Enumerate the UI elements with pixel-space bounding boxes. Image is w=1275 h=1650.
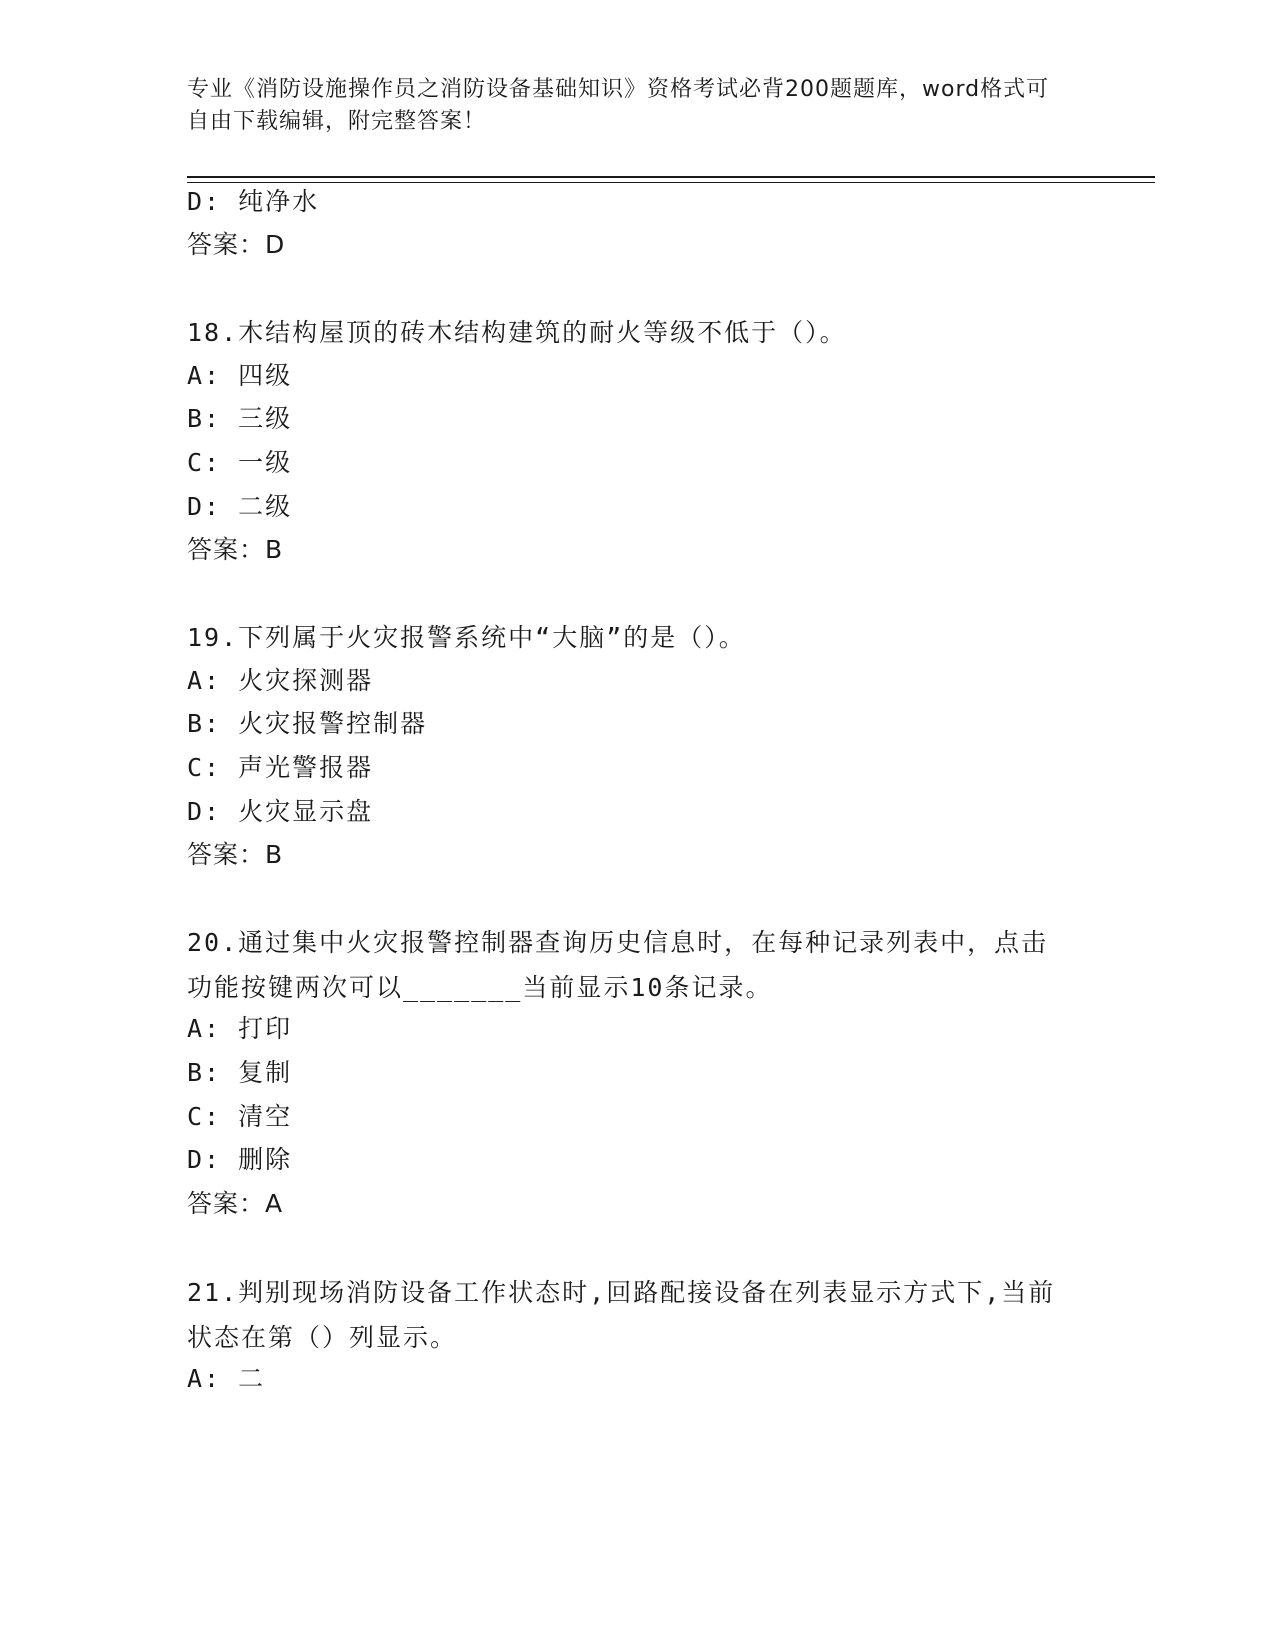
option-a: A: 打印 — [187, 1014, 293, 1043]
option-a: A: 二 — [187, 1364, 266, 1393]
answer: 答案：B — [187, 535, 284, 564]
option-d: D: 纯净水 — [187, 187, 320, 216]
option-b: B: 火灾报警控制器 — [187, 709, 428, 738]
option-c: C: 清空 — [187, 1102, 293, 1131]
question-21: 21.判别现场消防设备工作状态时,回路配接设备在列表显示方式下,当前状态在第（）列显示。 — [187, 1278, 1056, 1352]
answer: 答案：A — [187, 1189, 284, 1218]
option-b: B: 复制 — [187, 1058, 293, 1087]
header-divider-thin — [187, 182, 1155, 183]
answer: 答案：D — [187, 230, 286, 259]
question-18: 18.木结构屋顶的砖木结构建筑的耐火等级不低于（）。 — [187, 318, 847, 347]
answer: 答案：B — [187, 840, 284, 869]
header-divider-thick — [187, 176, 1155, 178]
option-d: D: 删除 — [187, 1145, 293, 1174]
option-b: B: 三级 — [187, 404, 293, 433]
option-c: C: 声光警报器 — [187, 753, 374, 782]
option-d: D: 火灾显示盘 — [187, 797, 374, 826]
option-a: A: 四级 — [187, 361, 293, 390]
question-20: 20.通过集中火灾报警控制器查询历史信息时，在每种记录列表中，点击功能按键两次可以_______当前显示10条记录。 — [187, 928, 1049, 1002]
option-c: C: 一级 — [187, 448, 293, 477]
option-d: D: 二级 — [187, 492, 293, 521]
option-a: A: 火灾探测器 — [187, 666, 374, 695]
document-header: 专业《消防设施操作员之消防设备基础知识》资格考试必背200题题库，word格式可自由下载编辑，附完整答案！ — [187, 77, 1050, 134]
question-19: 19.下列属于火灾报警系统中“大脑”的是（）。 — [187, 623, 746, 652]
